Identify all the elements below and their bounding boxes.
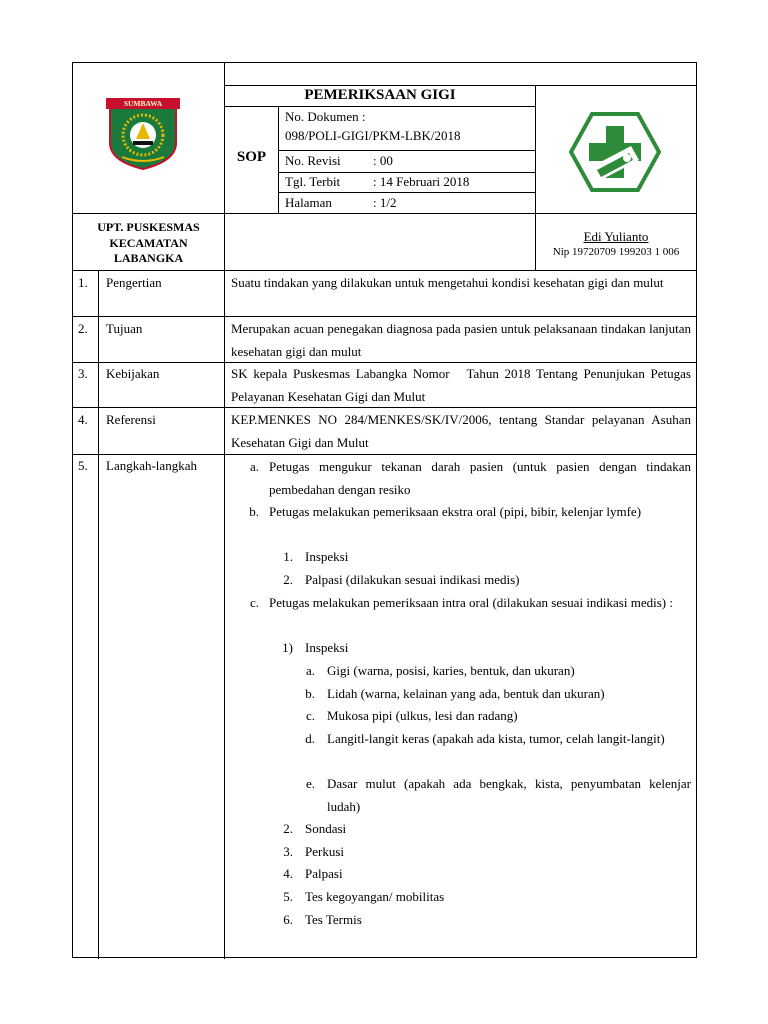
section-text-kebijakan: SK kepala Puskesmas Labangka Nomor Tahun 2018 Tentang Penunjukan Petugas Pelayanan Kesehatan Gigi dan Mulut [231,366,695,404]
list-item: a. Petugas mengukur tekanan darah pasien (untuk pasien dengan tindakan pembedahan dengan resiko [249,459,691,497]
list-item: c. Mukosa pipi (ulkus, lesi dan radang) [305,708,518,723]
issued-date-value: : 14 Februari 2018 [373,174,470,189]
list-item: 3. Perkusi [283,844,344,859]
page-value: : 1/2 [373,195,397,210]
issued-date-label: Tgl. Terbit [285,174,341,189]
section-number: 4. [78,412,88,427]
list-item: b. Petugas melakukan pemeriksaan ekstra oral (pipi, bibir, kelenjar lymfe) [249,504,642,519]
section-label-pengertian: Pengertian [106,275,162,290]
list-item: a. Gigi (warna, posisi, karies, bentuk, dan ukuran) [305,663,575,678]
section-number: 2. [78,321,88,336]
section-text-referensi: KEP.MENKES NO 284/MENKES/SK/IV/2006, tentang Standar pelayanan Asuhan Kesehatan Gigi dan Mulut [231,412,691,450]
list-item: 2. Palpasi (dilakukan sesuai indikasi medis) [283,572,520,587]
list-item: 5. Tes kegoyangan/ mobilitas [283,889,445,904]
revision-value: : 00 [373,153,393,168]
list-item: e. Dasar mulut (apakah ada bengkak, kista, penyumbatan kelenjar ludah) [305,776,691,814]
document-title: PEMERIKSAAN GIGI [304,87,456,103]
list-item: d. Langitl-langit keras (apakah ada kista, tumor, celah langit-langit) [305,731,665,746]
section-number: 3. [78,366,88,381]
page-label: Halaman [285,195,332,210]
organization-name: UPT. PUSKESMAS KECAMATAN LABANGKA [97,220,200,265]
section-text-tujuan: Merupakan acuan penegakan diagnosa pada pasien untuk pelaksanaan tindakan lanjutan kesehatan gigi dan mulut [231,321,691,359]
row-divider-2 [73,316,697,317]
list-item: 1. Inspeksi [283,549,349,564]
number-column-divider [98,270,99,959]
list-item: 1) Inspeksi [282,640,349,655]
puskesmas-logo-icon [569,112,661,192]
section-label-kebijakan: Kebijakan [106,366,160,381]
section-text-pengertian: Suatu tindakan yang dilakukan untuk mengetahui kondisi kesehatan gigi dan mulut [231,275,664,290]
list-item: 4. Palpasi [283,866,343,881]
sop-label: SOP [236,149,267,165]
doc-number-value: 098/POLI-GIGI/PKM-LBK/2018 [285,128,461,143]
section-label-tujuan: Tujuan [106,321,143,336]
section-number: 5. [78,458,88,473]
list-item: b. Lidah (warna, kelainan yang ada, bentuk dan ukuran) [305,686,605,701]
sop-divider [278,106,279,213]
row-divider-1 [73,270,697,271]
list-item: 2. Sondasi [283,821,347,836]
section-number: 1. [78,275,88,290]
signer-nip: Nip 19720709 199203 1 006 [552,246,680,258]
list-item: c. Petugas melakukan pemeriksaan intra oral (dilakukan sesuai indikasi medis) : [249,595,673,610]
right-logo-divider [535,85,536,213]
label-column-divider [224,63,225,959]
revision-label: No. Revisi [285,153,341,168]
signer-name: Edi Yulianto [583,229,649,244]
sop-document [72,62,697,958]
regency-banner-text: SUMBAWA [123,99,163,108]
list-item: 6. Tes Termis [283,912,362,927]
section-label-referensi: Referensi [106,412,156,427]
header-bottom-divider [73,213,697,214]
doc-number-label: No. Dokumen : [285,109,366,124]
section-label-langkah: Langkah-langkah [106,458,197,473]
title-bottom-divider [224,106,535,107]
